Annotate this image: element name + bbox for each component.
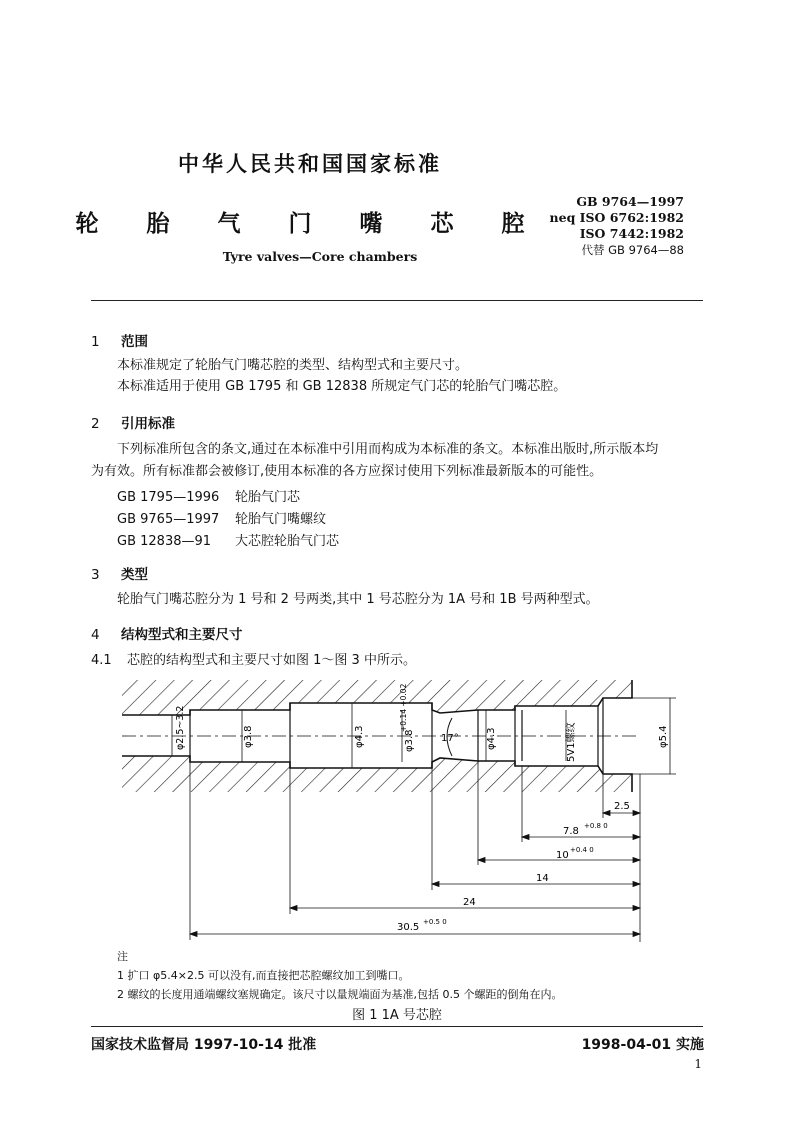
std-line-1: GB 9764—1997 (576, 194, 684, 209)
dim-d2: φ3.8 (243, 725, 254, 748)
dim-d4: φ3.8 (404, 729, 415, 752)
dim-d1: φ2.5~3.2 (175, 705, 186, 750)
doc-title: 轮 胎 气 门 嘴 芯 腔 (75, 211, 545, 237)
dim-d5: φ4.3 (486, 727, 497, 750)
dim-l6: 30.5 (397, 922, 420, 933)
section-2-para-line-1: 下列标准所包含的条文,通过在本标准中引用而构成为本标准的条文。本标准出版时,所示版本均 (117, 442, 659, 457)
section-1-heading: 1 范围 (91, 334, 148, 350)
figure-1-drawing (0, 670, 794, 945)
dim-d3: φ4.3 (354, 725, 365, 748)
ref-item: GB 9765—1997 轮胎气门嘴螺纹 (117, 512, 327, 527)
dim-l5: 24 (463, 897, 476, 908)
standard-numbers (550, 194, 684, 258)
approval-line: 国家技术监督局 1997-10-14 批准 (91, 1037, 317, 1053)
dim-l4: 14 (536, 873, 549, 884)
doc-title-en: Tyre valves—Core chambers (222, 249, 418, 264)
figure-caption: 图 1 1A 号芯腔 (352, 1008, 442, 1023)
dim-l3: 10 (556, 850, 569, 861)
section-1-para-2: 本标准适用于使用 GB 1795 和 GB 12838 所规定气门芯的轮胎气门嘴芯腔。 (117, 379, 567, 394)
footer-rule (91, 1026, 703, 1027)
std-line-3: ISO 7442:1982 (579, 226, 684, 241)
dim-l1: 2.5 (614, 801, 630, 812)
dim-l6-tolerance: +0.5 0 (423, 918, 447, 926)
section-2-para-line-2: 为有效。所有标准都会被修订,使用本标准的各方应探讨使用下列标准最新版本的可能性。 (91, 464, 603, 479)
dim-d4-tolerance: +0.14 +0.02 (399, 683, 408, 732)
section-4-1-text: 4.1 芯腔的结构型式和主要尺寸如图 1～图 3 中所示。 (91, 653, 416, 668)
dim-l3-tolerance: +0.4 0 (570, 846, 594, 854)
section-3-heading: 3 类型 (91, 567, 148, 583)
dim-thread: 5V1螺纹 (566, 722, 577, 762)
ref-item: GB 1795—1996 轮胎气门芯 (117, 490, 301, 505)
section-3-para: 轮胎气门嘴芯腔分为 1 号和 2 号两类,其中 1 号芯腔分为 1A 号和 1B 号两种型式。 (117, 592, 599, 607)
ref-item: GB 12838—91 大芯腔轮胎气门芯 (117, 534, 340, 549)
org-title: 中华人民共和国国家标准 (178, 152, 442, 176)
note-1: 1 扩口 φ5.4×2.5 可以没有,而直接把芯腔螺纹加工到嘴口。 (117, 969, 410, 982)
header-rule (91, 300, 703, 301)
page-number: 1 (694, 1057, 702, 1071)
section-2-heading: 2 引用标准 (91, 416, 175, 432)
dim-d6: φ5.4 (658, 725, 669, 748)
section-1-para-1: 本标准规定了轮胎气门嘴芯腔的类型、结构型式和主要尺寸。 (117, 358, 469, 373)
dim-l2: 7.8 (563, 826, 579, 837)
std-line-2: neq ISO 6762:1982 (549, 210, 684, 225)
dim-l2-tolerance: +0.8 0 (584, 822, 608, 830)
notes-heading: 注 (117, 950, 128, 963)
note-2: 2 螺纹的长度用通端螺纹塞规确定。该尺寸以量规端面为基准,包括 0.5 个螺距的倒角在内。 (117, 988, 563, 1001)
dim-angle: 17° (441, 733, 459, 744)
effective-line: 1998-04-01 实施 (581, 1037, 704, 1053)
replaces-line: 代替 GB 9764—88 (581, 243, 684, 257)
section-4-heading: 4 结构型式和主要尺寸 (91, 627, 243, 643)
